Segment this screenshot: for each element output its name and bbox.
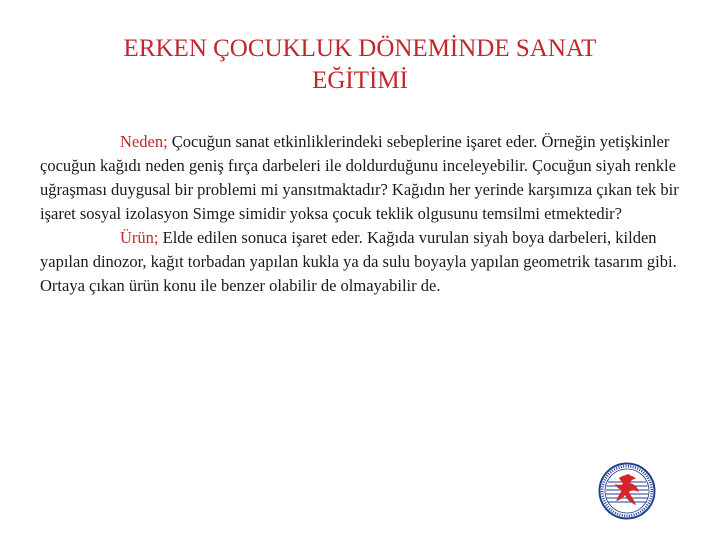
- keyword-urun: Ürün;: [120, 228, 159, 247]
- paragraph-urun: [40, 226, 688, 298]
- slide-title: [40, 33, 680, 97]
- paragraph-urun-text: Elde edilen sonuca işaret eder. Kağıda vurulan siyah boya darbeleri, kilden yapılan dinozor, kağıt torbadan yapılan kukla ya da sulu boyayla yapılan geometrik tasarım gibi. Ortaya çıkan ürün konu ile benzer olabilir de olmayabilir de.: [40, 228, 677, 295]
- university-seal-icon: [598, 462, 656, 520]
- paragraph-neden: [40, 130, 688, 226]
- keyword-neden: Neden;: [120, 132, 168, 151]
- slide-body: [40, 130, 688, 298]
- slide-title-line-2: EĞİTİMİ: [312, 67, 408, 94]
- slide-title-line-1: ERKEN ÇOCUKLUK DÖNEMİNDE SANAT: [123, 35, 597, 62]
- paragraph-neden-text: Çocuğun sanat etkinliklerindeki sebeplerine işaret eder. Örneğin yetişkinler çocuğun kağıdı neden geniş fırça darbeleri ile doldurduğunu inceleyebilir. Çocuğun siyah renkle uğraşması duygusal bir problemi mi yansıtmaktadır? Kağıdın her yerinde karşımıza çıkan tek bir işaret sosyal izolasyon Simge simidir yoksa çocuk teklik olgusunu temsilmi etmektedir?: [40, 132, 679, 223]
